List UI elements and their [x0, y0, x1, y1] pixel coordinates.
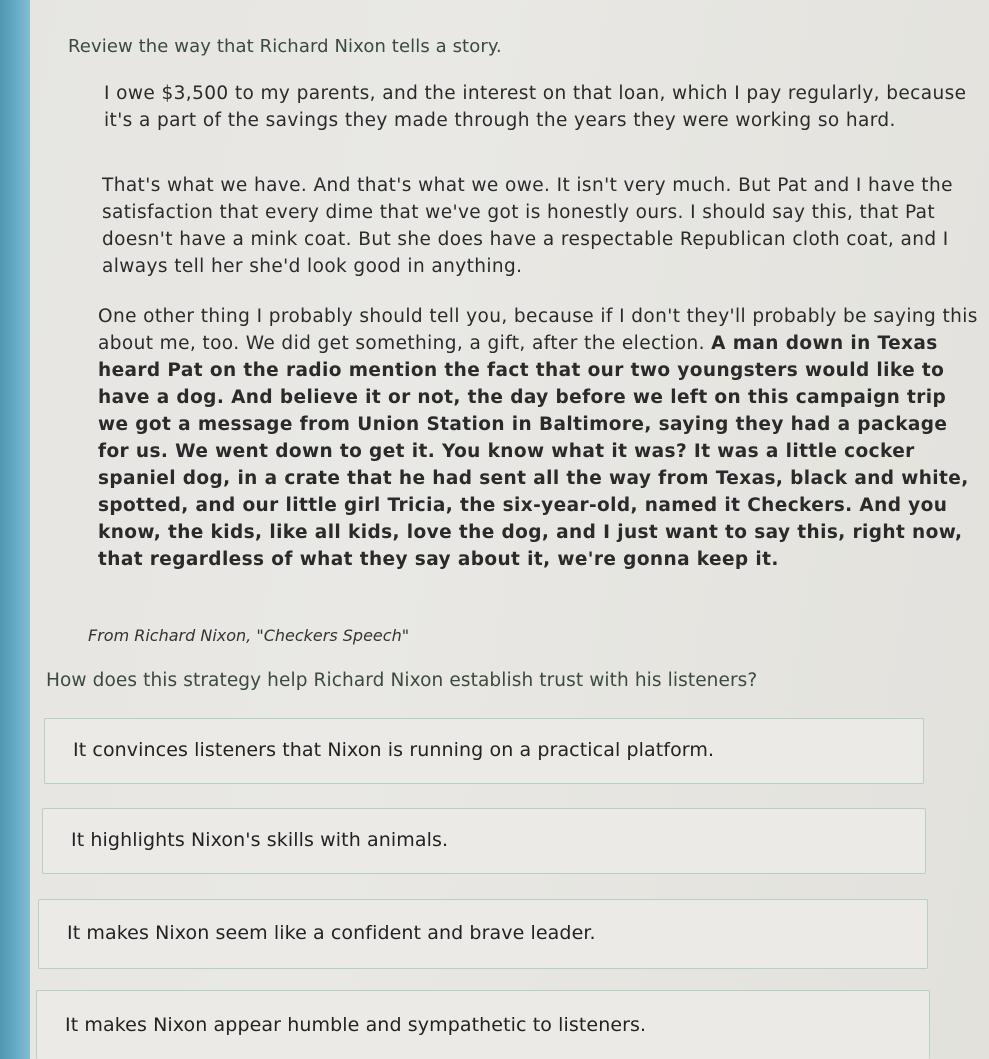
question-panel — [30, 0, 989, 1059]
passage-paragraph-3-plain: One other thing I probably should tell you, because if I don't they'll probably be saying this about me, too. We did get something, a gift, after the election. — [98, 306, 978, 354]
prompt-text: Review the way that Richard Nixon tells a story. — [68, 36, 502, 57]
answer-option-3-label: It makes Nixon seem like a confident and brave leader. — [67, 922, 596, 944]
answer-option-2-label: It highlights Nixon's skills with animals. — [71, 829, 449, 851]
citation: From Richard Nixon, "Checkers Speech" — [88, 626, 410, 645]
passage-paragraph-3 — [98, 303, 982, 573]
window-edge-bar — [0, 0, 30, 1059]
passage-paragraph-1: I owe $3,500 to my parents, and the interest on that loan, which I pay regularly, because it's a part of the savings they made through the years they were working so hard. — [104, 83, 967, 131]
passage-paragraph-2: That's what we have. And that's what we owe. It isn't very much. But Pat and I have the satisfaction that every dime that we've got is honestly ours. I should say this, that Pat doesn't have a mink coat. But she does have a respectable Republican cloth coat, and I always tell her she'd look good in anything. — [102, 175, 953, 277]
answer-option-2[interactable] — [42, 808, 926, 874]
answer-option-4-label: It makes Nixon appear humble and sympathetic to listeners. — [65, 1014, 647, 1036]
passage-paragraph-3-bold: A man down in Texas heard Pat on the radio mention the fact that our two youngsters would like to have a dog. And believe it or not, the day before we left on this campaign trip we got a message from Union Station in Baltimore, saying they had a package for us. We went down to get it. You know what it was? It was a little cocker spaniel dog, in a crate that he had sent all the way from Texas, black and white, spotted, and our little girl Tricia, the six-year-old, named it Checkers. And you know, the kids, like all kids, love the dog, and I just want to say this, right now, that regardless of what they say about it, we're gonna keep it. — [98, 333, 969, 570]
answer-option-4[interactable] — [36, 990, 930, 1059]
question-text: How does this strategy help Richard Nixon establish trust with his listeners? — [46, 670, 758, 691]
answer-option-3[interactable] — [38, 899, 928, 969]
answer-option-1-label: It convinces listeners that Nixon is running on a practical platform. — [73, 739, 715, 761]
answer-option-1[interactable] — [44, 718, 924, 784]
